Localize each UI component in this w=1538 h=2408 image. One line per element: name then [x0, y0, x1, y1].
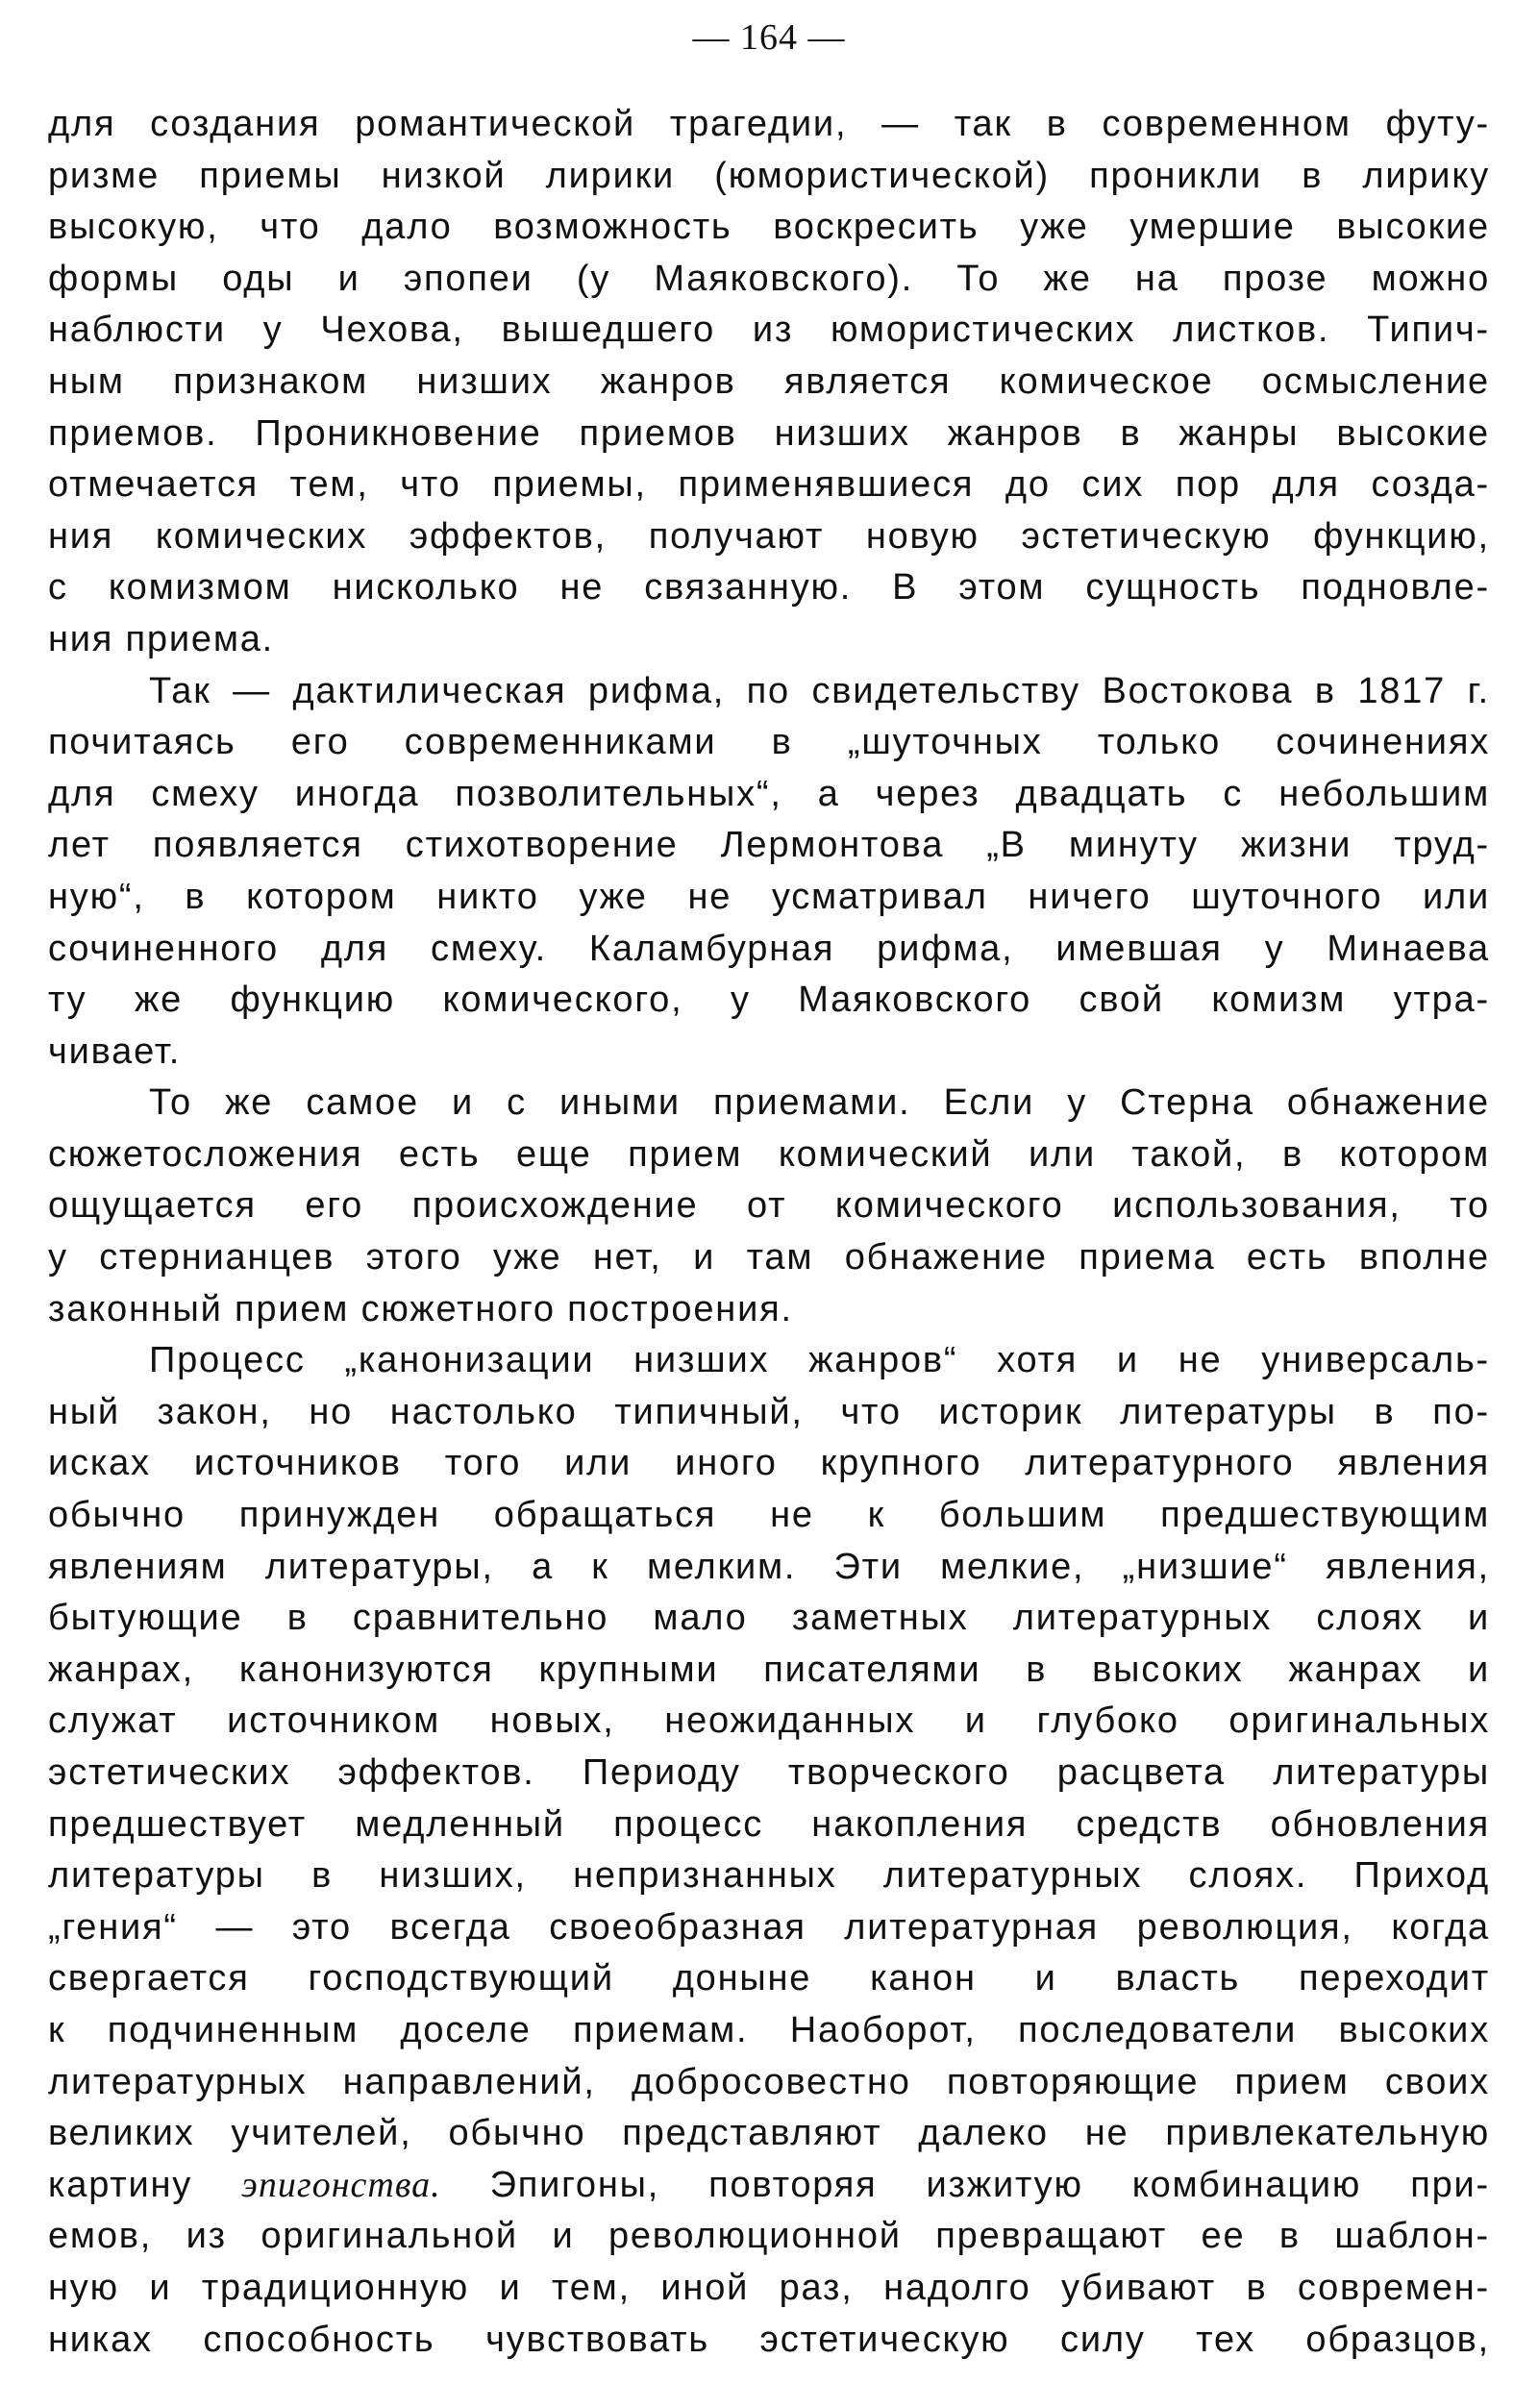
paragraph [48, 666, 1490, 1079]
text-line: предшествует медленный процесс накопления средств обновления [48, 1803, 1490, 1845]
text-line: законный прием сюжетного построения. [48, 1288, 793, 1329]
text-line: наблюсти у Чехова, вышедшего из юмористических листков. Типич- [48, 310, 1490, 351]
text-line: То же самое и с иными приемами. Если у Стерна обнажение [149, 1082, 1490, 1124]
text-line: к подчиненным доселе приемам. Наоборот, последователи высоких [48, 2009, 1490, 2050]
text-line: ную“, в котором никто уже не усматривал ничего шуточного или [48, 876, 1490, 917]
text-line: для смеху иногда позволительных“, а через двадцать с небольшим [48, 773, 1490, 814]
text-line: ную и традиционную и тем, иной раз, надолго убивают в современ- [48, 2267, 1490, 2308]
text-line: никах способность чувствовать эстетическую силу тех образцов, [48, 2319, 1490, 2360]
text-line: ощущается его происхождение от комического использования, то [48, 1185, 1490, 1227]
text-line: служат источником новых, неожиданных и глубоко оригинальных [48, 1700, 1490, 1742]
text-segment: картину [48, 2164, 242, 2205]
text-line: свергается господствующий доныне канон и власть переходит [48, 1958, 1490, 1999]
text-line: для создания романтической трагедии, — так в современном футу- [48, 104, 1490, 144]
paragraph [48, 1078, 1490, 1335]
text-line: отмечается тем, что приемы, применявшиеся до сих пор для созда- [48, 464, 1490, 506]
text-line: лет появляется стихотворение Лермонтова „В минуту жизни труд- [48, 825, 1490, 866]
text-line: приемов. Проникновение приемов низших жанров в жанры высокие [48, 412, 1490, 454]
text-line: великих учителей, обычно представляют далеко не привлекательную [48, 2113, 1490, 2154]
text-line: ния комических эффектов, получают новую эстетическую функцию, [48, 515, 1490, 557]
paragraph [48, 99, 1490, 666]
paragraph [48, 1335, 1490, 2366]
text-line: сюжетосложения есть еще прием комический или такой, в котором [48, 1133, 1490, 1175]
text-line: высокую, что дало возможность воскресить уже умершие высокие [48, 207, 1490, 248]
text-line: формы оды и эпопеи (у Маяковского). То же на прозе можно [48, 258, 1490, 299]
text-line: эстетических эффектов. Периоду творческого расцвета литературы [48, 1752, 1490, 1793]
text-line: сочиненного для смеху. Каламбурная рифма, имевшая у Минаева [48, 928, 1490, 969]
text-line: емов, из оригинальной и революционной превращают ее в шаблон- [48, 2216, 1490, 2257]
text-line: литературы в низших, непризнанных литературных слоях. Приход [48, 1855, 1490, 1897]
text-line: Так — дактилическая рифма, по свидетельству Востокова в 1817 г. [149, 670, 1490, 711]
text-line: чивает. [48, 1030, 182, 1072]
text-line: обычно принужден обращаться не к большим предшествующим [48, 1495, 1490, 1536]
emphasized-word: эпигонства. [241, 2164, 441, 2205]
text-segment: Эпигоны, повторяя изжитую комбинацию при- [440, 2164, 1491, 2205]
text-line: „гения“ — это всегда своеобразная литературная революция, когда [48, 1906, 1490, 1948]
text-line: ния приема. [48, 618, 275, 659]
page-body [48, 99, 1490, 2366]
text-line: ный закон, но настолько типичный, что историк литературы в по- [48, 1391, 1490, 1432]
page-number: — 164 — [692, 17, 846, 58]
text-line: ту же функцию комического, у Маяковского свой комизм утра- [48, 980, 1490, 1021]
text-line-with-emphasis [48, 2160, 1490, 2212]
text-line: почитаясь его современниками в „шуточных только сочинениях [48, 722, 1490, 763]
text-line: исках источников того или иного крупного литературного явления [48, 1443, 1490, 1484]
text-line: бытующие в сравнительно мало заметных литературных слоях и [48, 1598, 1490, 1639]
text-line: литературных направлений, добросовестно повторяющие прием своих [48, 2061, 1490, 2102]
text-line: ризме приемы низкой лирики (юмористической) проникли в лирику [48, 155, 1490, 196]
text-line: у стернианцев этого уже нет, и там обнажение приема есть вполне [48, 1237, 1490, 1278]
text-line: жанрах, канонизуются крупными писателями в высоких жанрах и [48, 1649, 1490, 1690]
text-line: Процесс „канонизации низших жанров“ хотя и не универсаль- [149, 1340, 1490, 1381]
text-line: ным признаком низших жанров является комическое осмысление [48, 360, 1490, 402]
text-line: с комизмом нисколько не связанную. В этом сущность подновле- [48, 567, 1490, 608]
text-line: явлениям литературы, а к мелким. Эти мелкие, „низшие“ явления, [48, 1546, 1490, 1587]
